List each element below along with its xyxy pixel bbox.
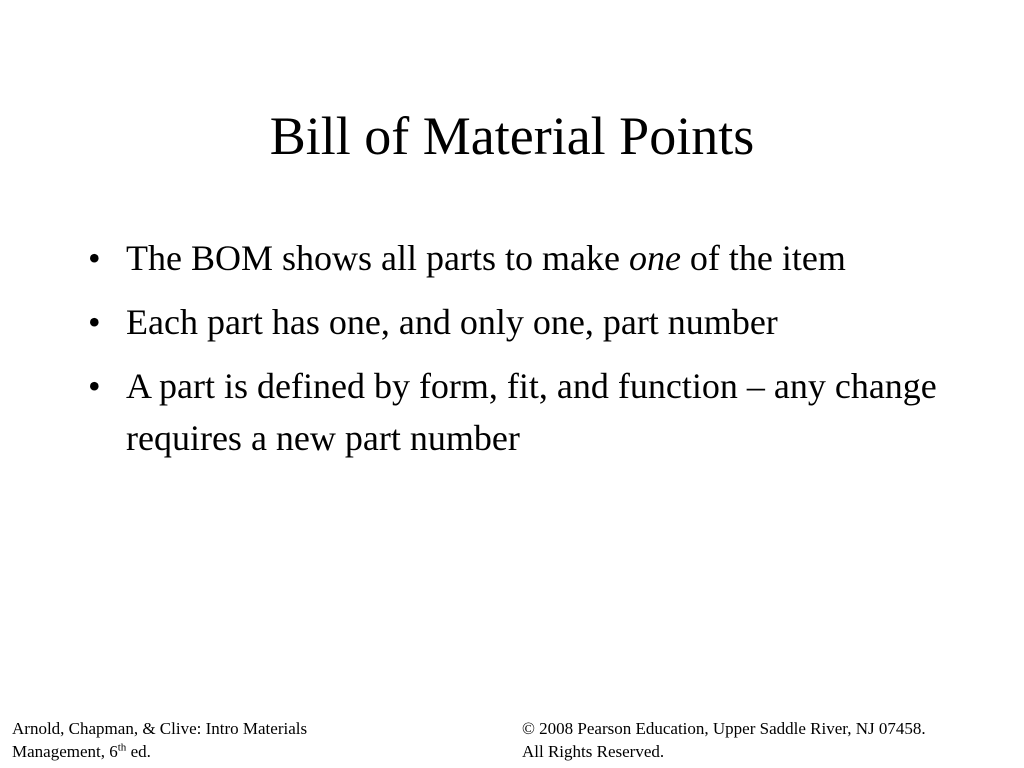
slide-title: Bill of Material Points: [269, 106, 755, 166]
bullet-icon: •: [88, 238, 101, 278]
bullet-text-emphasis: one: [628, 238, 681, 278]
bullet-text: Each part has one, and only one, part number: [126, 302, 778, 342]
bullet-list: [86, 232, 966, 476]
bullet-text: A part is defined by form, fit, and function – any change requires a new part number: [126, 366, 937, 458]
footer-copyright: [522, 717, 1012, 763]
bullet-icon: •: [88, 366, 101, 406]
footer-copyright-line-1: © 2008 Pearson Education, Upper Saddle River, NJ 07458.: [522, 719, 926, 738]
footer-copyright-line-2: All Rights Reserved.: [522, 742, 665, 761]
bullet-text-before: The BOM shows all parts to make: [126, 238, 629, 278]
bullet-item: [86, 360, 966, 464]
bullet-text: [126, 238, 846, 278]
bullet-text-after: of the item: [680, 238, 846, 278]
bullet-item: [86, 232, 966, 284]
footer-citation-line-2: [12, 740, 432, 763]
footer-citation-line-1: Arnold, Chapman, & Clive: Intro Materials: [12, 719, 308, 738]
bullet-item: [86, 296, 966, 348]
footer-edition-prefix: Management, 6: [12, 742, 118, 761]
footer-edition-suffix: ed.: [126, 742, 151, 761]
bullet-icon: •: [88, 302, 101, 342]
footer-edition-superscript: th: [117, 741, 127, 754]
footer-citation: [12, 717, 432, 763]
